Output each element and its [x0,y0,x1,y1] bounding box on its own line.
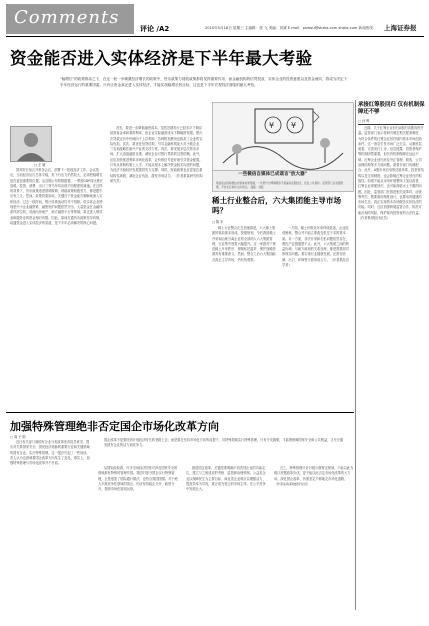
section-logo: Comments [14,7,120,28]
cartoon-title: 一些微信自媒体已成谣言"放大器" [238,172,308,177]
svg-text:¥: ¥ [269,121,275,130]
cartoon-drawing-icon [213,103,353,171]
sidebar-byline: □ 孙 晖 [358,119,370,123]
bottom-column-2: 从国际经验看，许多市场经济国家对涉及国家安全的领域都有特殊的管理安排。我国对部分国企实行特殊管理，正是借鉴了国际通行做法，也符合我国国情。对于绝大多数竞争性领域的国企，仍应坚持政企分开、政资分开，按照市场化原则运营。 [98,466,178,492]
second-headline: 稀土行业整合后，六大集团能主导市场吗？ [212,196,342,215]
header-rule [6,36,424,37]
cartoon-illustration [212,102,354,172]
pull-quote: 国企改革不是要回到计划经济时代的老路上去，而是要在坚持市场化方向的前提下，对特殊领域实行特殊管理。只有分类施策，才能既保障国家安全和公共利益，又充分激发国有企业的活力和竞争力。 [104,438,344,448]
lead-column-2: 首先，要进一步降低融资成本。虽然近期央行已经多次下调存款准备金率和基准利率，但企业实际融资成本下降幅度有限。银行在贷款定价中仍倾向于上浮利率，各种附加费用也推高了企业的实际负担。其次，要优化信贷结构，引导金融机构加大对小微企业、三农和战略性新兴产业的支持力度。再次，要发展多层次资本市场，扩大直接融资比重，减轻企业对银行贷款的过度依赖。此外，还应加快推进利率市场化改革，让价格信号更好地引导资金配置。只有从体制机制上入手，才能从根本上解决资金脱实向虚的问题，为经济平稳较快发展提供有力支撑。同时，财政政策也应更加注重结构性减税，减轻企业负担，激发市场活力。（作者系某研究机构研究员） [110,126,203,183]
lead-column-1: 国务院日前召开常务会议，部署下一阶段经济工作。会议指出，当前经济运行总体平稳，但下行压力仍然较大，必须把稳增长放在更加重要的位置。从近期公布的数据看，一季度GDP同比增长放缓，投资、消费、出口三驾马车均出现不同程度的减速。在这样的背景下，货币政策适度预调微调，财政政策积极发力，都是题中应有之义。然而，政策效果如何，关键在于资金能否顺畅地流入实体经济。过去一段时间，银行体系流动性并不短缺，但实体企业特别是中小企业融资难、融资贵的问题依然突出。大量资金在金融体系内部空转，或流向房地产、地方融资平台等领域，真正进入制造业和服务业的资金相对有限。因此，如何打通货币政策传导机制，疏通资金进入实体经济的渠道，是下半年必须解决的核心问题。 [10,168,103,225]
bottom-column-4: 总之，特殊管理只针对极少数特定领域，不能以此为借口放慢改革步伐，更不能以此否定市场化改革的大方向。深化国企改革，仍需坚定不移地走市场化道路。 （作者系资深财经评论员） [274,466,354,486]
svg-text:¥: ¥ [291,121,297,130]
masthead: 上海证券报 [384,24,417,32]
bottom-byline: □ 周 子 勋 [10,435,26,439]
author-portrait-icon [11,127,51,161]
section-divider [6,412,354,413]
lead-paragraph: "稳增长"的政策推动之下，在这一轮一步刺激经济增长的政策中，货币政策与财政政策都将发挥重要作用，而金融机构的信贷投放、实体企业的投资意愿以及资金流向，将成为决定下半年经济运行的重要因素。只有让资金真正进入实体经济，才能实现稳增长的目标，这也是下半年宏观经济面临的最大考验。 [60,77,348,87]
section-label: 评论 /A2 [140,25,170,33]
bottom-headline: 加强特殊管理绝非否定国企市场化改革方向 [10,420,219,433]
column-divider [355,100,356,610]
bottom-column-3: 推进国企改革，关键是要明确不同类别企业的功能定位，建立与之相适应的考核、监管和治理机制。公益类企业以保障民生为主要目标，商业类企业则应以增强活力、提高效率为导向，真正成为独立的市场主体，在公平竞争中发展壮大。 [186,466,266,492]
sidebar-column: 近期，关于红筹企业回归A股的话题再度升温。监管部门表示将研究制定相关配套制度，为符合条件的红筹企业回归境内资本市场创造条件。这一消息引发市场广泛关注。从制度层面看，完善发行上市、信息披露、投资者保护等机制固然重要，但仅有机制保障还远远不够。红筹企业回归涉及外汇管理、税收、公司治理结构等多方面问题，需要多部门协调配合。此外，A股市场自身的估值体系、投资者结构以及交易制度，也会影响红筹企业回归的积极性。如果不能从市场环境整体上加以改善，红筹企业即便回归，也可能面临水土不服的问题。因此，监管部门在推进相关改革时，应统筹考虑，既要做好制度设计，也要培育健康的市场生态，真正实现资本市场服务实体经济的功能。同时，还应加强跨境监管合作，防范可能出现的风险，保护境内投资者的合法权益。（作者系财经评论员） [358,126,424,221]
second-column-2: 一方面，稀土价格近年来持续低迷，企业经营困难，整合并不能立即改变供过于求的基本面。另一方面，非法开采和走私问题依然存在，黑色产业链屡禁不止。此外，六大集团之间的利益协调、与地方政府的关系处理，都是需要面对的现实问题。要实现行业健康发展，还需在收储、出口、环保等方面形成合力。（作者系经济学者） [282,226,349,268]
dateline: 2010年5月18日 星期三 主编辑：张 飞 美编：刘斌 E-mail：plzhou@shzbs.com shzbs.com 新闻热线： [205,26,377,30]
second-column-1: 稀土行业整合正在加速推进，六大稀土集团的格局基本形成。按照规划，今后我国稀土开采和冶炼分离企业将全部纳入六大集团管理，行业集中度将大幅提升。这一举措对于规范稀土开采秩序、遏制私挖滥采、保护战略资源具有重要意义。然而，整合之后六大集团能否真正主导市场，仍有待观察。 [212,226,276,262]
bottom-endnote: （作者系资深财经评论员） [274,481,311,486]
bottom-column-1: 近日有关部门就国有企业分类改革发布指导意见，提出对关系国家安全、国民经济命脉的重要行业和关键领域的国有企业，实行特殊管理。这一提法引起了一些误读，有人认为这意味着国企改革方向发生了变化。事实上，加强特殊管理与市场化改革并不矛盾。 [10,440,90,466]
sidebar-headline: 承接红筹股回归 仅有机制保障还不够 [358,102,425,115]
sidebar-rule [358,124,424,125]
second-byline: □ 陈 东 [212,220,224,224]
author-name: □ 王 晓 [34,163,46,167]
cartoon-caption: 网络谣言借助微信自媒体快速传播，一些账号为博取眼球不惜编造虚假信息，扰乱公众视听。监管部门应加强管理，平台也应承担主体责任。 漫画：刘斌 [216,182,344,189]
lead-headline: 资金能否进入实体经济是下半年最大考验 [10,49,313,68]
page-header [0,0,429,42]
author-photo [10,126,52,162]
